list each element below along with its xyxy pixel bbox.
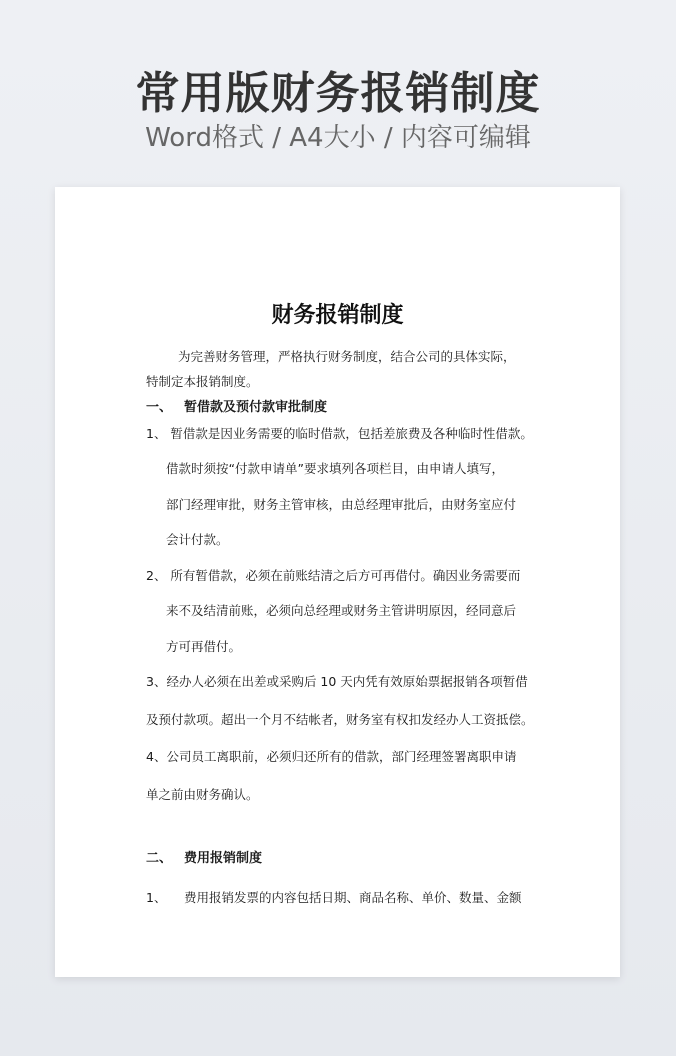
section-1-title: 暂借款及预付款审批制度 <box>184 400 328 415</box>
item-2-line-2: 来不及结清前账，必须向总经理或财务主管讲明原因，经同意后 <box>166 603 517 618</box>
item-3-line-1: 3、经办人必须在出差或采购后 10 天内凭有效原始票据报销各项暂借 <box>146 674 528 689</box>
section-2-title: 费用报销制度 <box>184 851 263 866</box>
section-2-item-1 <box>146 889 522 907</box>
item-2-line-1: 2、 所有暂借款，必须在前账结清之后方可再借付。确因业务需要而 <box>146 568 521 583</box>
item-3-line-2: 及预付款项。超出一个月不结帐者，财务室有权扣发经办人工资抵偿。 <box>146 712 534 727</box>
item-1-line-1: 1、 暂借款是因业务需要的临时借款，包括差旅费及各种临时性借款。 <box>146 426 533 441</box>
section-2-item-1-number: 1、 <box>146 890 167 905</box>
item-1-line-2: 借款时须按“付款申请单”要求填列各项栏目，由申请人填写， <box>166 461 504 476</box>
banner-title: 常用版财务报销制度 <box>135 68 541 119</box>
section-2-item-1-text: 费用报销发票的内容包括日期、商品名称、单价、数量、金额 <box>184 890 522 905</box>
intro-line-2: 特制定本报销制度。 <box>146 374 259 389</box>
section-2-number: 二、 <box>146 851 173 866</box>
section-1-number: 一、 <box>146 400 173 415</box>
intro-line-1: 为完善财务管理，严格执行财务制度，结合公司的具体实际， <box>178 349 516 364</box>
item-1-line-3: 部门经理审批，财务主管审核，由总经理审批后，由财务室应付 <box>166 497 517 512</box>
item-4-line-1: 4、公司员工离职前，必须归还所有的借款，部门经理签署离职申请 <box>146 749 517 764</box>
item-2-line-3: 方可再借付。 <box>166 639 242 654</box>
document-title: 财务报销制度 <box>271 303 404 328</box>
section-1-heading <box>146 399 327 417</box>
banner-subtitle: Word格式 / A4大小 / 内容可编辑 <box>145 123 531 153</box>
section-2-heading <box>146 850 262 868</box>
item-1-line-4: 会计付款。 <box>166 532 229 547</box>
document-page <box>55 187 620 977</box>
item-4-line-2: 单之前由财务确认。 <box>146 787 259 802</box>
